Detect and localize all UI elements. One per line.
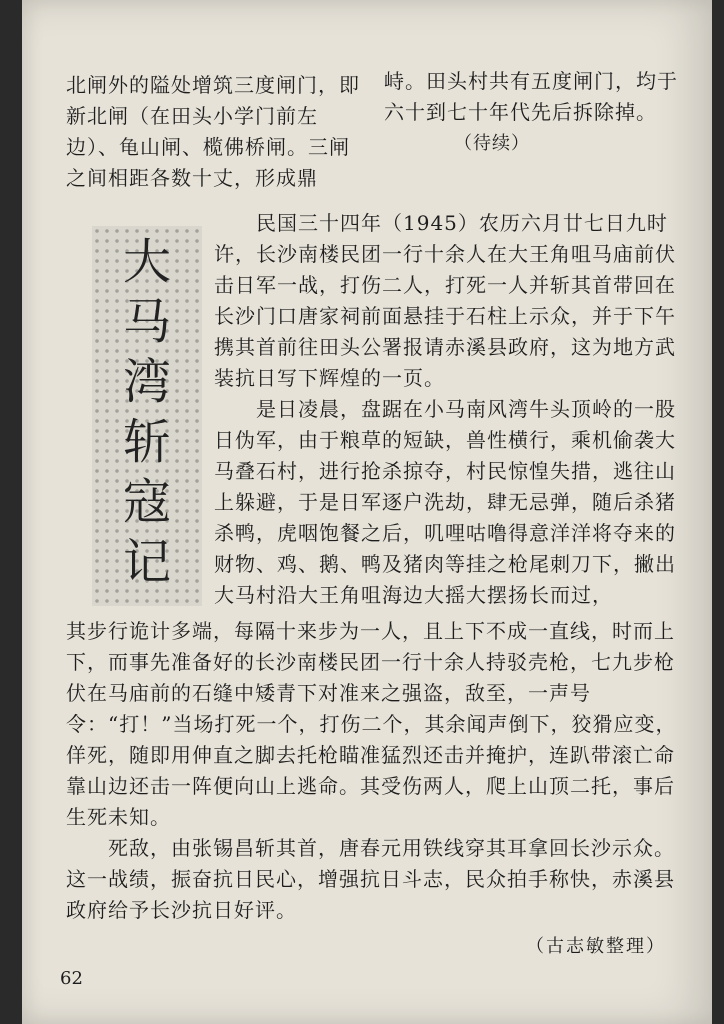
article-title xyxy=(92,226,202,606)
to-be-continued: （待续） xyxy=(454,133,530,154)
right-column xyxy=(384,66,684,159)
paragraph-2-end: 其步行诡计多端，每隔十来步为一人，且上下不成一直线，时而上下，而事先准备好的长沙南楼民团一行十余人持驳壳枪，七九步枪伏在马庙前的石缝中矮青下对准来之强盗，敌至，一声号令：“打！”当场打死一个，打伤二个，其余闻声倒下，狡猾应变，佯死，随即用伸直之脚去托枪瞄准猛烈还击并掩护，连趴带滚亡命靠山边还击一阵便向山上逃命。其受伤两人，爬上山顶二托，事后生死未知。 xyxy=(66,619,677,829)
article-body-top xyxy=(214,208,684,611)
title-char: 大 xyxy=(122,234,171,290)
title-char: 寇 xyxy=(122,474,171,530)
page-number: 62 xyxy=(60,968,83,989)
title-char: 湾 xyxy=(122,354,171,410)
author-credit: （古志敏整理） xyxy=(526,936,666,957)
paragraph-3: 死敌，由张锡昌斩其首，唐春元用铁线穿其耳拿回长沙示众。这一战绩，振奋抗日民心，增强抗日斗志，民众拍手称快，赤溪县政府给予长沙抗日好评。 xyxy=(66,836,675,922)
paragraph-2-start: 是日凌晨，盘踞在小马南风湾牛头顶岭的一股日伪军，由于粮草的短缺，兽性横行，乘机偷袭大马叠石村，进行抢杀掠夺，村民惊惶失措，逃往山上躲避，于是日军逐户洗劫，肆无忌弹，随后杀猪杀鸭，虎咽饱餐之后，叽哩咕噜得意洋洋将夺来的财物、鸡、鹅、鸭及猪肉等挂之枪尾刺刀下，撇出大马村沿大王角咀海边大摇大摆扬长而过， xyxy=(214,397,676,607)
title-char: 斩 xyxy=(122,414,171,470)
book-page xyxy=(22,0,712,1024)
right-column-text: 峙。田头村共有五度闸门，均于六十到七十年代先后拆除掉。 xyxy=(384,69,678,124)
title-char: 马 xyxy=(122,294,171,350)
title-char: 记 xyxy=(122,534,171,590)
left-column-text: 北闸外的隘处增筑三度闸门，即新北闸（在田头小学门前左边）、龟山闸、榄佛桥闸。三闸之间相距各数十丈，形成鼎 xyxy=(66,73,360,190)
article-body-bottom xyxy=(66,616,684,926)
paragraph-1: 民国三十四年（1945）农历六月廿七日九时许，长沙南楼民团一行十余人在大王角咀马庙前伏击日军一战，打伤二人，打死一人并斩其首带回在长沙门口唐家祠前面悬挂于石柱上示众，并于下午携其首前往田头公署报请赤溪县政府，这为地方武装抗日写下辉煌的一页。 xyxy=(214,211,676,390)
